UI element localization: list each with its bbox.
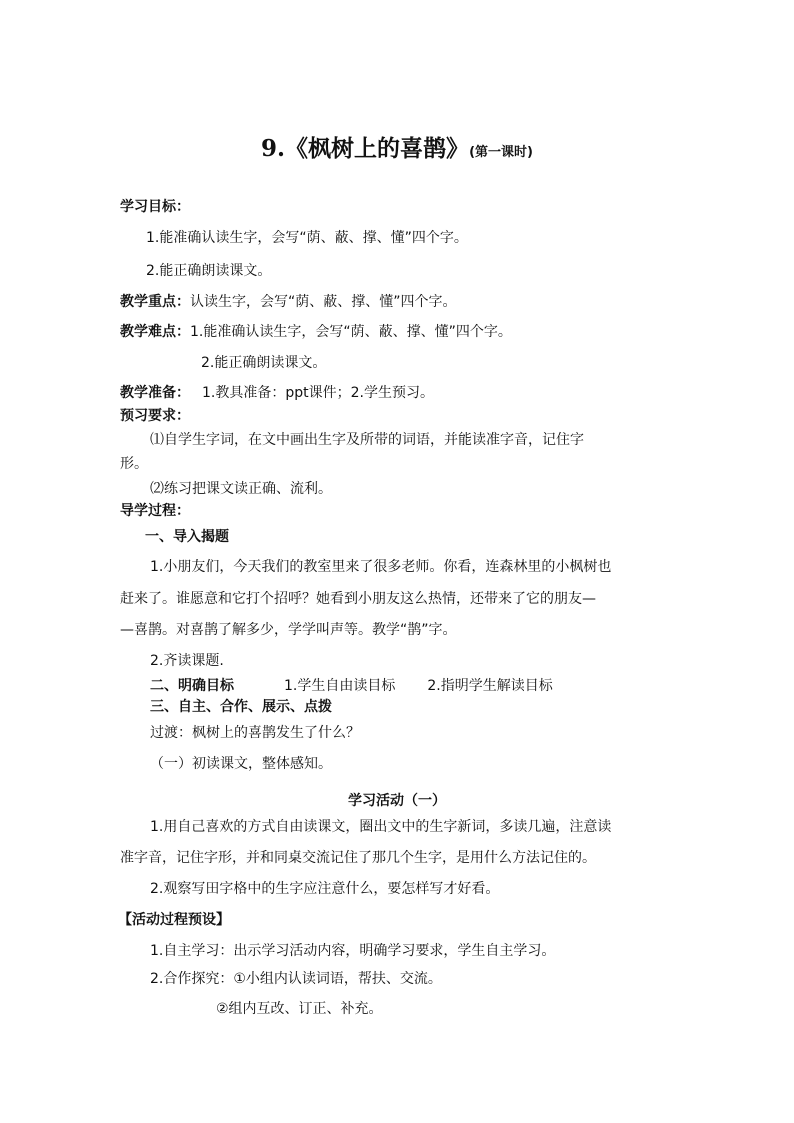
title-sub: (第一课时)	[469, 145, 533, 160]
section-3-sub-1: （一）初读课文，整体感知。	[150, 756, 332, 772]
section-3-heading: 三、自主、合作、展示、点拨	[150, 699, 332, 715]
goals-item-2: 2.能正确朗读课文。	[146, 263, 272, 279]
title-main: 9.《枫树上的喜鹊》	[261, 135, 470, 162]
section-1-p2: 2.齐读课题.	[150, 653, 224, 669]
section-3-transition: 过渡：枫树上的喜鹊发生了什么？	[150, 725, 360, 741]
section-1-p1-line-1: 1.小朋友们，今天我们的教室里来了很多老师。你看，连森林里的小枫树也	[150, 559, 612, 575]
preset-item-2-cont: ②组内互改、订正、补充。	[216, 1001, 383, 1017]
key-point-text: 认读生字，会写“荫、蔽、撑、懂”四个字。	[190, 294, 457, 310]
prep-row	[120, 384, 434, 402]
prep-text: 1.教具准备：ppt课件；2.学生预习。	[202, 385, 434, 401]
preview-item-1-line-1: ⑴自学生字词，在文中画出生字及所带的词语，并能读准字音，记住字	[150, 432, 584, 448]
preview-label: 预习要求：	[120, 408, 190, 424]
difficulty-item-1: 1.能准确认读生字，会写“荫、蔽、撑、懂”四个字。	[190, 324, 512, 340]
activity-item-1-line-1: 1.用自己喜欢的方式自由读课文，圈出文中的生字新词，多读几遍，注意读	[150, 819, 612, 835]
activity-item-1-line-2: 准字音，记住字形，并和同桌交流记住了那几个生字，是用什么方法记住的。	[120, 850, 596, 866]
goals-label: 学习目标：	[120, 199, 190, 215]
goals-item-1: 1.能准确认读生字，会写“荫、蔽、撑、懂”四个字。	[146, 230, 468, 246]
difficulty-label: 教学难点：	[120, 324, 190, 340]
prep-label: 教学准备：	[120, 385, 190, 401]
preset-heading: 【活动过程预设】	[118, 912, 230, 928]
activity-heading: 学习活动（一）	[348, 793, 446, 809]
preview-item-2: ⑵练习把课文读正确、流利。	[150, 481, 332, 497]
section-2-item-2: 2.指明学生解读目标	[427, 678, 553, 694]
process-label: 导学过程：	[120, 503, 190, 519]
preview-item-1-line-2: 形。	[120, 456, 148, 472]
key-point-label: 教学重点：	[120, 294, 190, 310]
difficulty-item-2: 2.能正确朗读课文。	[201, 355, 327, 371]
preset-item-2: 2.合作探究：①小组内认读词语，帮扶、交流。	[150, 971, 442, 987]
page-title	[0, 130, 794, 163]
key-point-row	[120, 293, 457, 311]
section-1-heading: 一、导入揭题	[145, 529, 229, 545]
section-1-p1-line-2: 赶来了。谁愿意和它打个招呼？她看到小朋友这么热情，还带来了它的朋友—	[120, 591, 596, 607]
preset-item-1: 1.自主学习：出示学习活动内容，明确学习要求，学生自主学习。	[150, 943, 556, 959]
difficulty-row	[120, 323, 512, 341]
section-1-p1-line-3: —喜鹊。对喜鹊了解多少，学学叫声等。教学“鹊”字。	[120, 622, 457, 638]
section-2-heading: 二、明确目标	[150, 678, 234, 694]
section-2-row	[150, 677, 553, 695]
activity-item-2: 2.观察写田字格中的生字应注意什么，要怎样写才好看。	[150, 881, 500, 897]
section-2-item-1: 1.学生自由读目标	[284, 678, 396, 694]
